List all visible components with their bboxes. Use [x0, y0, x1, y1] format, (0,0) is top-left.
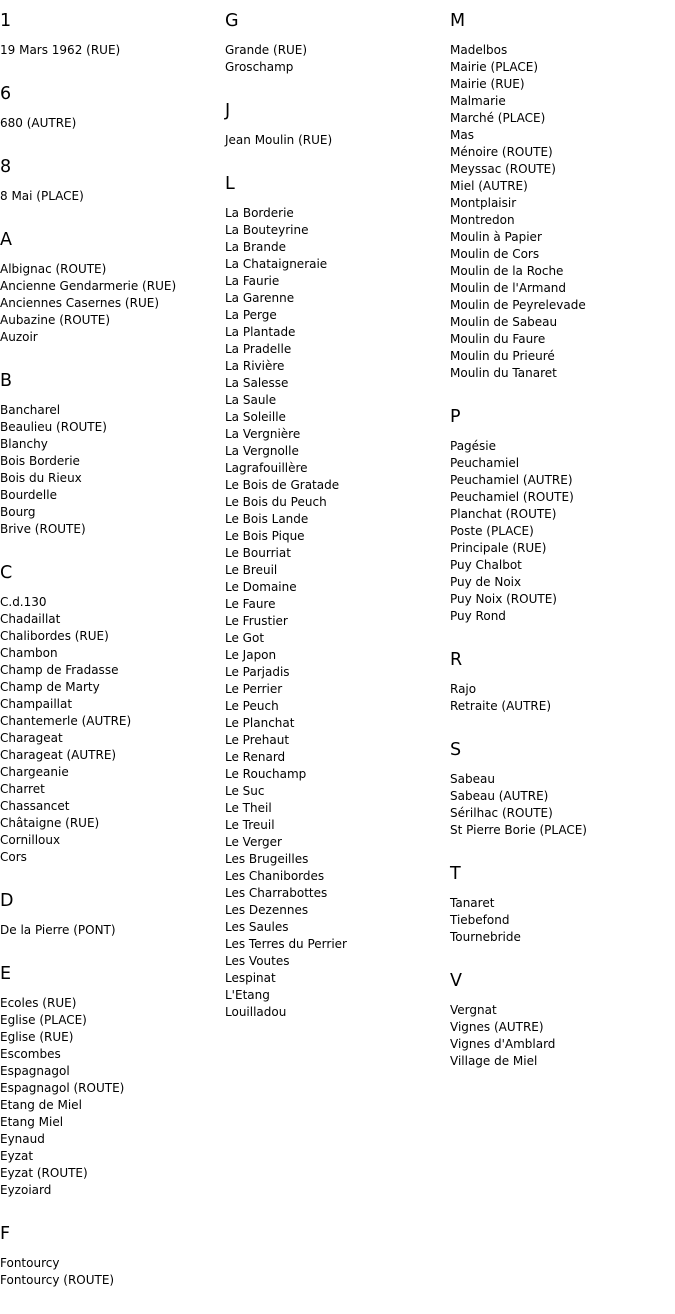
street-name: Principale (RUE): [450, 541, 547, 555]
street-name: Grande (RUE): [225, 43, 308, 57]
street-name: Vignes (AUTRE): [450, 1020, 544, 1034]
street-name: Moulin de l'Armand: [450, 281, 567, 295]
street-name: La Borderie: [225, 206, 294, 220]
street-name: Chargeanie: [0, 765, 69, 779]
letter-section: [450, 650, 670, 715]
street-list: [225, 42, 445, 76]
section-letter-heading: P: [450, 407, 461, 427]
street-name: Espagnagol (ROUTE): [0, 1081, 125, 1095]
section-letter-heading: 8: [0, 157, 12, 177]
letter-section: [0, 84, 220, 132]
street-name: Aubazine (ROUTE): [0, 313, 111, 327]
section-letter-heading: E: [0, 964, 12, 984]
street-list: [0, 594, 220, 866]
street-name: Le Bois de Gratade: [225, 478, 340, 492]
street-name: Miel (AUTRE): [450, 179, 528, 193]
street-name: Les Terres du Perrier: [225, 937, 347, 951]
street-name: Le Bois Lande: [225, 512, 309, 526]
street-name: Les Dezennes: [225, 903, 309, 917]
street-name: Groschamp: [225, 60, 294, 74]
street-name: 680 (AUTRE): [0, 116, 77, 130]
street-name: L'Etang: [225, 988, 270, 1002]
street-name: Les Brugeilles: [225, 852, 309, 866]
street-name: Bourdelle: [0, 488, 57, 502]
street-name: La Soleille: [225, 410, 286, 424]
street-name: Peuchamiel (AUTRE): [450, 473, 573, 487]
street-name: Châtaigne (RUE): [0, 816, 100, 830]
street-name: La Plantade: [225, 325, 296, 339]
street-name: Le Parjadis: [225, 665, 290, 679]
letter-section: [450, 407, 670, 625]
street-list: [0, 995, 220, 1199]
street-name: La Rivière: [225, 359, 285, 373]
street-name: Anciennes Casernes (RUE): [0, 296, 159, 310]
street-name: Bancharel: [0, 403, 61, 417]
street-list: [450, 1002, 670, 1070]
letter-section: [0, 891, 220, 939]
street-list: [450, 438, 670, 625]
letter-section: [0, 563, 220, 866]
street-name: Le Bois du Peuch: [225, 495, 327, 509]
street-name: Escombes: [0, 1047, 61, 1061]
street-name: Marché (PLACE): [450, 111, 546, 125]
street-name: Village de Miel: [450, 1054, 538, 1068]
index-column-3: [450, 11, 670, 1095]
section-letter-heading: C: [0, 563, 13, 583]
street-name: Le Bois Pique: [225, 529, 305, 543]
section-letter-heading: B: [0, 371, 13, 391]
street-list: [225, 132, 445, 149]
letter-section: [0, 157, 220, 205]
section-letter-heading: 6: [0, 84, 12, 104]
street-name: Le Verger: [225, 835, 282, 849]
street-name: Blanchy: [0, 437, 48, 451]
street-name: Montredon: [450, 213, 515, 227]
street-name: Montplaisir: [450, 196, 517, 210]
street-name: Vignes d'Amblard: [450, 1037, 556, 1051]
street-list: [0, 261, 220, 346]
street-name: Moulin du Tanaret: [450, 366, 557, 380]
street-name: Mairie (RUE): [450, 77, 525, 91]
street-list: [450, 681, 670, 715]
street-name: Puy Chalbot: [450, 558, 522, 572]
street-name: La Vergnolle: [225, 444, 299, 458]
street-name: Le Japon: [225, 648, 277, 662]
street-name: Champaillat: [0, 697, 73, 711]
street-name: Sabeau: [450, 772, 495, 786]
street-name: Cors: [0, 850, 27, 864]
street-name: Eglise (PLACE): [0, 1013, 87, 1027]
street-name: Peuchamiel (ROUTE): [450, 490, 574, 504]
section-letter-heading: V: [450, 971, 462, 991]
street-name: Bois Borderie: [0, 454, 80, 468]
street-name: Eyzat (ROUTE): [0, 1166, 88, 1180]
street-name: Moulin de la Roche: [450, 264, 564, 278]
letter-section: [0, 1224, 220, 1289]
street-name: Chadaillat: [0, 612, 61, 626]
letter-section: [0, 371, 220, 538]
street-name: Moulin de Peyrelevade: [450, 298, 586, 312]
street-name: 19 Mars 1962 (RUE): [0, 43, 121, 57]
street-name: Puy de Noix: [450, 575, 522, 589]
street-name: Le Faure: [225, 597, 276, 611]
street-name: La Faurie: [225, 274, 280, 288]
section-letter-heading: A: [0, 230, 12, 250]
letter-section: [225, 174, 445, 1021]
street-name: Madelbos: [450, 43, 508, 57]
street-name: Bois du Rieux: [0, 471, 82, 485]
street-name: Ecoles (RUE): [0, 996, 77, 1010]
street-name: La Salesse: [225, 376, 289, 390]
street-name: Les Charrabottes: [225, 886, 328, 900]
section-letter-heading: J: [225, 101, 231, 121]
street-name: Poste (PLACE): [450, 524, 534, 538]
street-name: Eyzoiard: [0, 1183, 52, 1197]
street-name: Champ de Fradasse: [0, 663, 119, 677]
street-name: La Chataigneraie: [225, 257, 328, 271]
section-letter-heading: S: [450, 740, 462, 760]
letter-section: [450, 740, 670, 839]
index-column-1: [0, 11, 220, 1314]
street-name: Beaulieu (ROUTE): [0, 420, 107, 434]
letter-section: [0, 11, 220, 59]
street-name: Jean Moulin (RUE): [225, 133, 333, 147]
street-list: [0, 402, 220, 538]
street-name: Le Suc: [225, 784, 265, 798]
street-list: [225, 205, 445, 1021]
street-name: Les Saules: [225, 920, 289, 934]
street-name: Chambon: [0, 646, 58, 660]
street-name: Louilladou: [225, 1005, 287, 1019]
street-name: Les Chanibordes: [225, 869, 325, 883]
street-list: [0, 188, 220, 205]
street-name: Eyzat: [0, 1149, 34, 1163]
street-name: Puy Noix (ROUTE): [450, 592, 557, 606]
street-name: Mas: [450, 128, 474, 142]
street-name: Etang de Miel: [0, 1098, 82, 1112]
section-letter-heading: 1: [0, 11, 12, 31]
letter-section: [450, 864, 670, 946]
street-list: [0, 1255, 220, 1289]
street-name: Pagésie: [450, 439, 497, 453]
section-letter-heading: R: [450, 650, 463, 670]
street-name: Auzoir: [0, 330, 38, 344]
index-column-2: [225, 11, 445, 1046]
street-name: Le Perrier: [225, 682, 283, 696]
street-name: Chassancet: [0, 799, 70, 813]
letter-section: [225, 11, 445, 76]
street-name: Le Planchat: [225, 716, 295, 730]
street-name: Moulin de Sabeau: [450, 315, 558, 329]
street-name: Le Prehaut: [225, 733, 290, 747]
street-list: [0, 42, 220, 59]
letter-section: [450, 971, 670, 1070]
letter-section: [0, 230, 220, 346]
street-name: Le Breuil: [225, 563, 278, 577]
street-name: C.d.130: [0, 595, 47, 609]
street-name: Ménoire (ROUTE): [450, 145, 553, 159]
street-name: Le Rouchamp: [225, 767, 307, 781]
street-name: Mairie (PLACE): [450, 60, 539, 74]
street-name: Tournebride: [450, 930, 521, 944]
street-name: La Brande: [225, 240, 286, 254]
street-name: Bourg: [0, 505, 36, 519]
street-name: Cornilloux: [0, 833, 61, 847]
street-name: Le Treuil: [225, 818, 275, 832]
street-name: Moulin du Faure: [450, 332, 546, 346]
street-name: Eglise (RUE): [0, 1030, 74, 1044]
street-name: Sérilhac (ROUTE): [450, 806, 553, 820]
street-list: [0, 115, 220, 132]
street-name: Champ de Marty: [0, 680, 100, 694]
street-name: Chantemerle (AUTRE): [0, 714, 132, 728]
letter-section: [450, 11, 670, 382]
letter-section: [0, 964, 220, 1199]
letter-section: [225, 101, 445, 149]
street-name: Chalibordes (RUE): [0, 629, 109, 643]
street-name: Ancienne Gendarmerie (RUE): [0, 279, 177, 293]
street-name: La Vergnière: [225, 427, 301, 441]
section-letter-heading: G: [225, 11, 239, 31]
street-name: Le Renard: [225, 750, 286, 764]
street-name: Espagnagol: [0, 1064, 70, 1078]
street-name: La Bouteyrine: [225, 223, 309, 237]
street-name: Etang Miel: [0, 1115, 64, 1129]
street-name: St Pierre Borie (PLACE): [450, 823, 587, 837]
street-name: Malmarie: [450, 94, 506, 108]
street-name: Planchat (ROUTE): [450, 507, 557, 521]
street-name: Charret: [0, 782, 45, 796]
street-name: Les Voutes: [225, 954, 290, 968]
street-name: De la Pierre (PONT): [0, 923, 116, 937]
street-name: La Garenne: [225, 291, 295, 305]
street-name: Le Theil: [225, 801, 272, 815]
street-name: Tiebefond: [450, 913, 510, 927]
street-name: Lagrafouillère: [225, 461, 308, 475]
street-name: Le Got: [225, 631, 265, 645]
street-name: Le Frustier: [225, 614, 288, 628]
street-list: [450, 42, 670, 382]
section-letter-heading: T: [450, 864, 461, 884]
street-name: Le Domaine: [225, 580, 297, 594]
street-name: Fontourcy (ROUTE): [0, 1273, 115, 1287]
street-name: La Pradelle: [225, 342, 292, 356]
street-name: Le Bourriat: [225, 546, 291, 560]
street-name: Charageat (AUTRE): [0, 748, 117, 762]
street-name: Moulin du Prieuré: [450, 349, 555, 363]
street-list: [450, 895, 670, 946]
street-name: La Perge: [225, 308, 277, 322]
street-name: Vergnat: [450, 1003, 497, 1017]
street-name: Moulin à Papier: [450, 230, 542, 244]
street-name: Brive (ROUTE): [0, 522, 86, 536]
street-name: Puy Rond: [450, 609, 506, 623]
section-letter-heading: M: [450, 11, 466, 31]
section-letter-heading: F: [0, 1224, 11, 1244]
street-name: Albignac (ROUTE): [0, 262, 107, 276]
street-name: Eynaud: [0, 1132, 45, 1146]
section-letter-heading: D: [0, 891, 14, 911]
street-name: Sabeau (AUTRE): [450, 789, 549, 803]
street-name: Rajo: [450, 682, 477, 696]
street-name: Fontourcy: [0, 1256, 60, 1270]
street-name: Charageat: [0, 731, 63, 745]
street-name: Le Peuch: [225, 699, 279, 713]
street-name: Meyssac (ROUTE): [450, 162, 556, 176]
street-list: [450, 771, 670, 839]
street-name: Tanaret: [450, 896, 495, 910]
street-name: Lespinat: [225, 971, 276, 985]
street-name: Retraite (AUTRE): [450, 699, 552, 713]
street-name: La Saule: [225, 393, 277, 407]
section-letter-heading: L: [225, 174, 235, 194]
street-name: Moulin de Cors: [450, 247, 540, 261]
street-name: 8 Mai (PLACE): [0, 189, 84, 203]
street-list: [0, 922, 220, 939]
street-name: Peuchamiel: [450, 456, 520, 470]
